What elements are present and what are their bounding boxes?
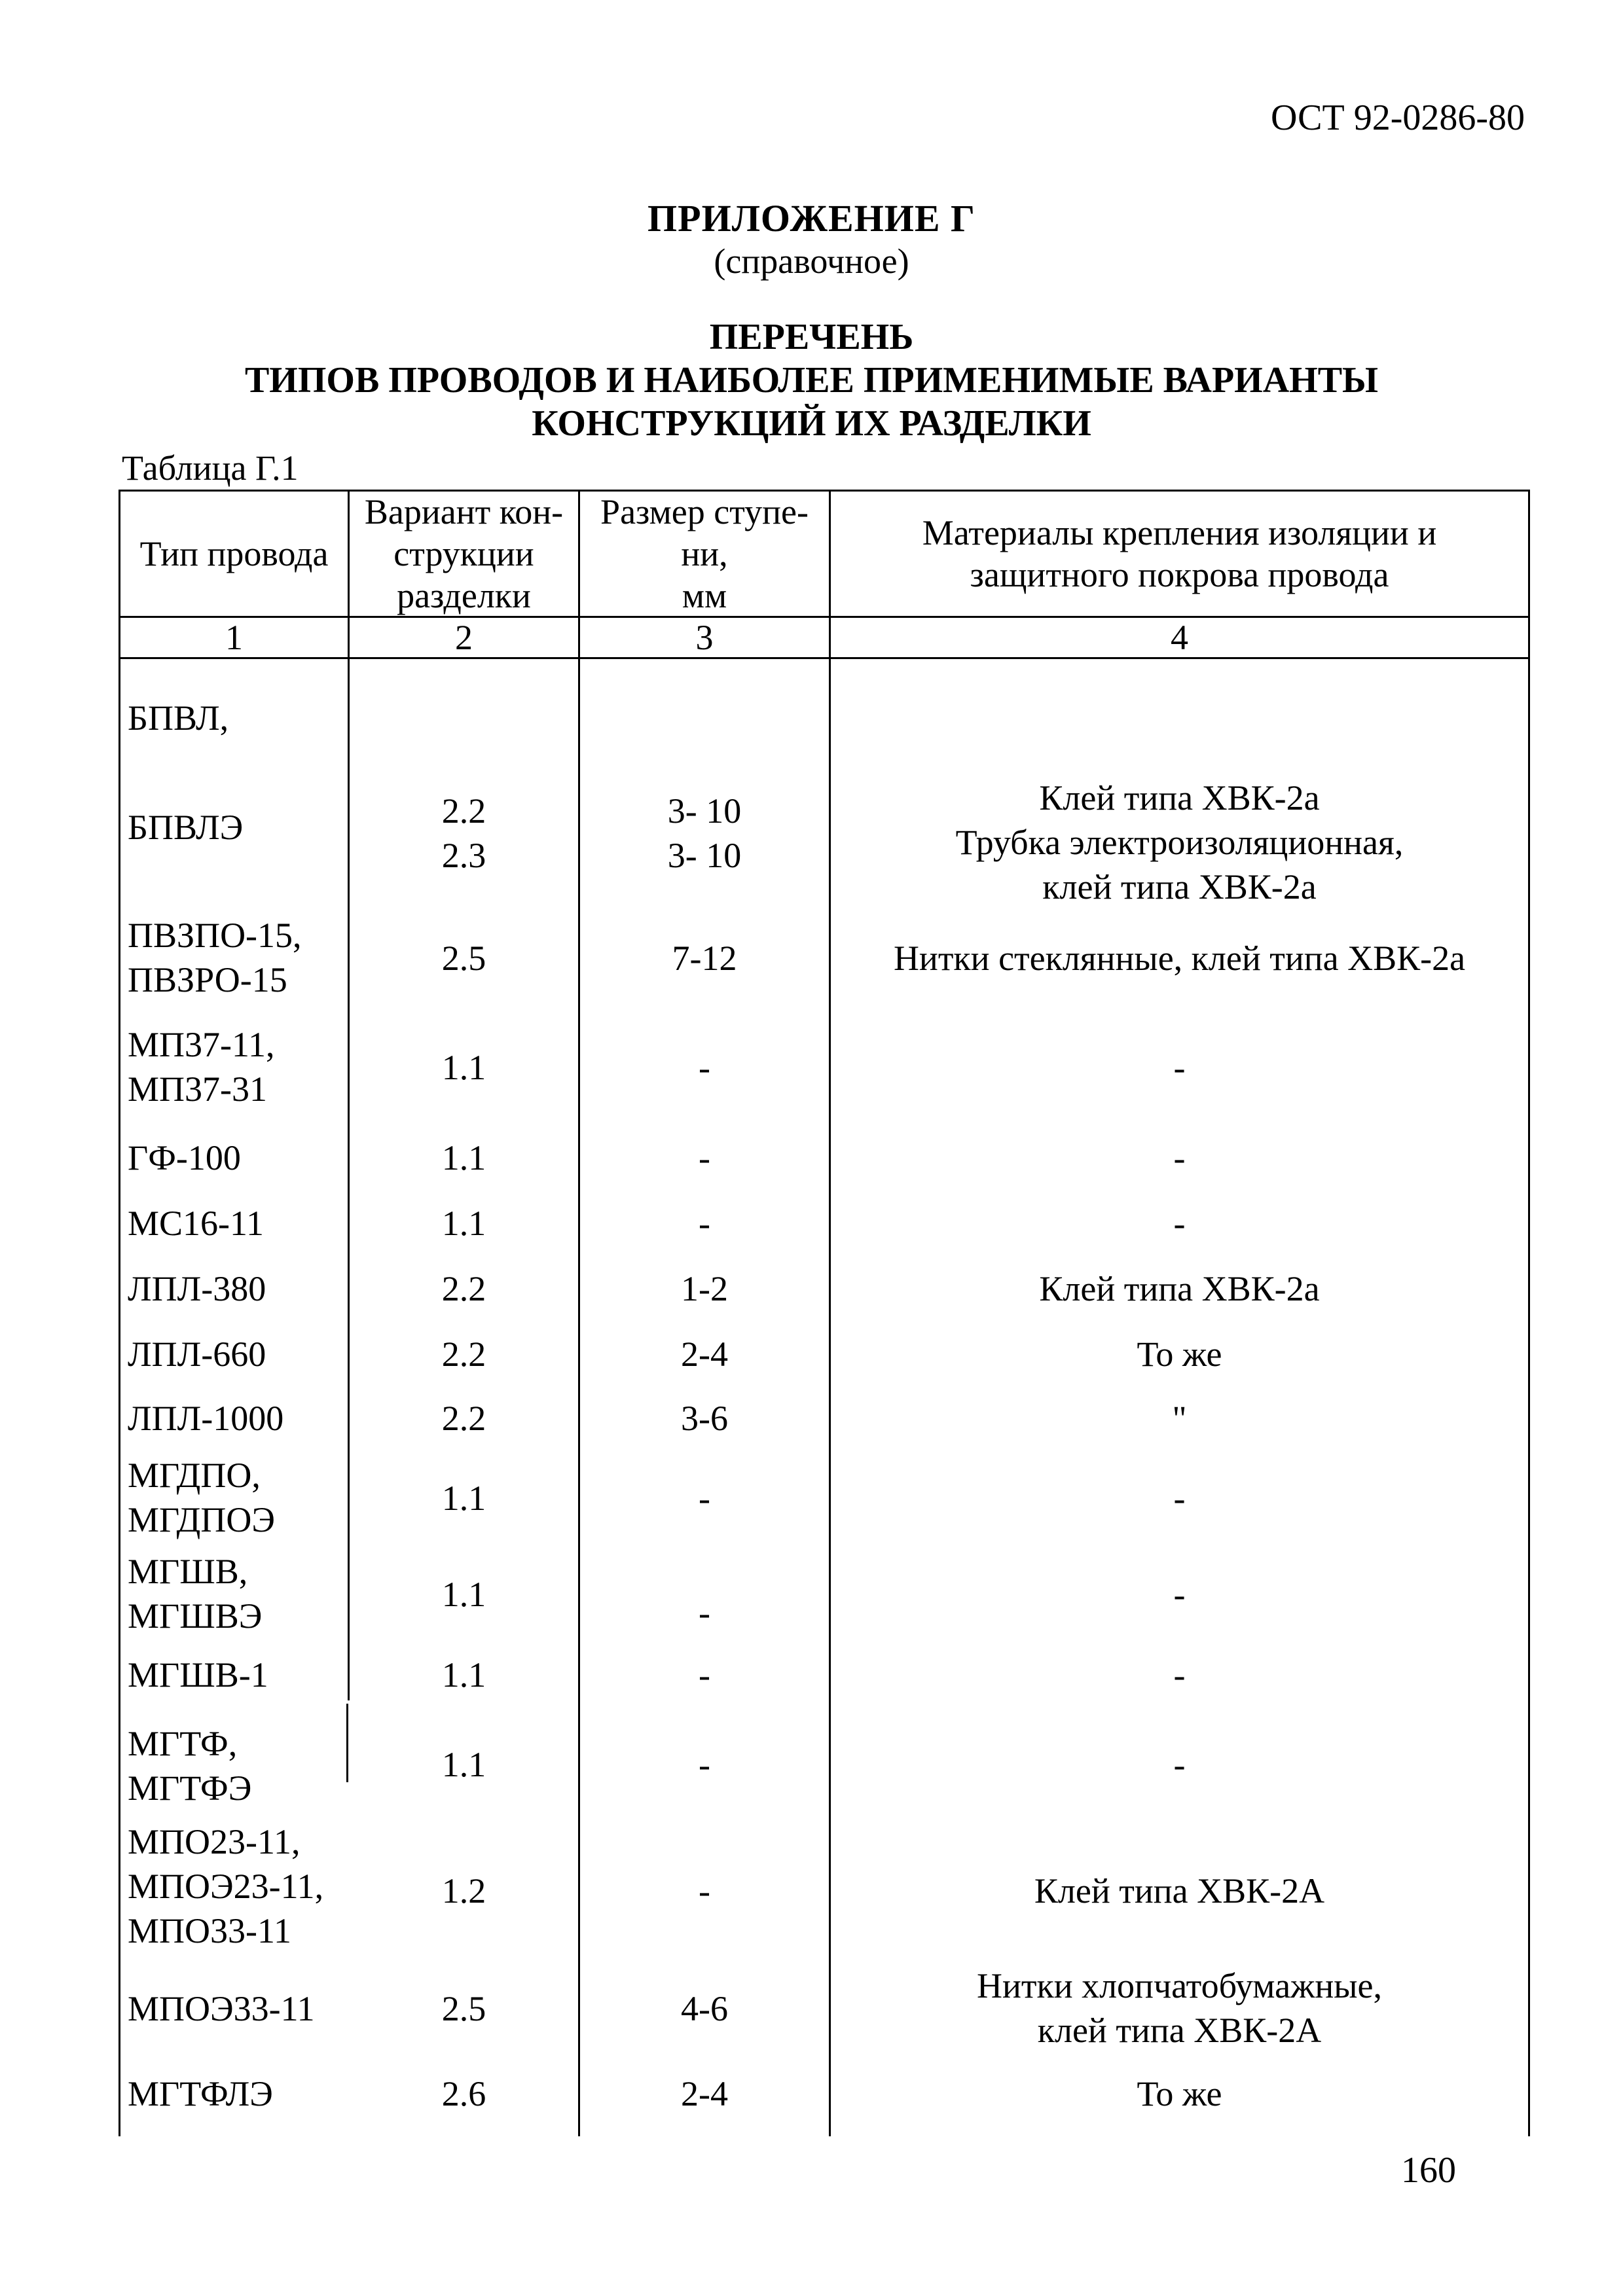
cell-materials: - <box>1173 1048 1186 1087</box>
cell-step: 3- 10 <box>667 836 742 875</box>
cell-type: МГДПО, <box>128 1456 261 1495</box>
cell-type: МП37-31 <box>128 1069 267 1109</box>
cell-variant: 2.2 <box>441 1335 486 1374</box>
numbers-bottom-rule <box>119 657 1530 659</box>
wire-types-table <box>119 490 1530 2136</box>
appendix-title: ПРИЛОЖЕНИЕ Г <box>647 197 976 240</box>
cell-materials: Нитки хлопчатобумажные, <box>976 1966 1383 2005</box>
cell-materials: Трубка электроизоляционная, <box>955 823 1404 862</box>
column-number-2: 2 <box>455 618 473 657</box>
page-number: 160 <box>1401 2150 1456 2191</box>
cell-step: - <box>699 1479 710 1518</box>
cell-materials: То же <box>1137 2074 1222 2113</box>
column-number-4: 4 <box>1171 618 1188 657</box>
header-line: защитного покрова провода <box>970 555 1389 594</box>
list-title-line-2: ТИПОВ ПРОВОДОВ И НАИБОЛЕЕ ПРИМЕНИМЫЕ ВАРИАНТЫ <box>244 360 1379 401</box>
cell-variant: 1.1 <box>441 1655 486 1695</box>
cell-variant: 2.5 <box>441 939 486 978</box>
cell-materials: клей типа ХВК-2а <box>1042 867 1317 906</box>
column-number-3: 3 <box>695 618 714 657</box>
header-line: ни, <box>681 534 728 573</box>
cell-type: БПВЛ, <box>128 698 229 738</box>
cell-type: МГТФЭ <box>128 1768 252 1808</box>
header-line: Тип провода <box>139 534 329 573</box>
cell-variant: 1.1 <box>441 1138 486 1177</box>
cell-variant: 1.1 <box>441 1204 486 1243</box>
header-line: струкции <box>393 534 534 573</box>
cell-type: МГШВ-1 <box>128 1655 268 1695</box>
header-line: мм <box>682 576 727 615</box>
cell-step: 4-6 <box>681 1989 728 2028</box>
cell-materials: То же <box>1137 1335 1222 1374</box>
cell-step: 2-4 <box>681 1335 728 1374</box>
header-line: разделки <box>397 576 531 615</box>
cell-variant: 1.1 <box>441 1479 486 1518</box>
cell-type: МПОЭ23-11, <box>128 1867 324 1906</box>
cell-type: МГШВЭ <box>128 1596 263 1636</box>
cell-materials: Клей типа ХВК-2а <box>1039 778 1320 817</box>
cell-step: - <box>699 1204 710 1243</box>
cell-type: ГФ-100 <box>128 1138 241 1177</box>
cell-type: ПВЗПО-15, <box>128 916 302 955</box>
cell-variant: 2.2 <box>441 1269 486 1308</box>
table-caption: Таблица Г.1 <box>122 448 299 488</box>
cell-variant: 2.6 <box>441 2074 486 2113</box>
header-line: Вариант кон- <box>364 492 564 531</box>
cell-step: 1-2 <box>681 1269 728 1308</box>
cell-materials: - <box>1173 1204 1186 1243</box>
table-left-rule <box>119 490 120 2136</box>
cell-variant: 2.2 <box>441 791 486 831</box>
cell-step: - <box>699 1048 710 1087</box>
cell-type: МС16-11 <box>128 1204 264 1243</box>
cell-step: - <box>699 1655 710 1695</box>
cell-type: МП37-11, <box>128 1025 275 1064</box>
cell-materials: " <box>1172 1399 1187 1438</box>
cell-variant: 2.3 <box>441 836 486 875</box>
cell-step: 2-4 <box>681 2074 728 2113</box>
column-number-1: 1 <box>225 618 243 657</box>
cell-materials: - <box>1173 1655 1186 1695</box>
cell-type: ЛПЛ-380 <box>128 1269 266 1308</box>
cell-step: - <box>699 1138 710 1177</box>
cell-type: МПО33-11 <box>128 1911 291 1950</box>
table-right-rule <box>1528 490 1530 2136</box>
cell-materials: - <box>1173 1479 1186 1518</box>
cell-type: МГТФЛЭ <box>128 2074 273 2113</box>
header-variant <box>350 492 578 616</box>
cell-variant: 1.1 <box>441 1745 486 1784</box>
cell-type: ЛПЛ-1000 <box>128 1399 284 1438</box>
cell-step: 3-6 <box>681 1399 728 1438</box>
cell-materials: клей типа ХВК-2А <box>1037 2011 1322 2050</box>
header-line: Материалы крепления изоляции и <box>922 513 1437 552</box>
header-materials <box>831 492 1528 616</box>
header-step-size <box>580 492 829 616</box>
list-title-line-3: КОНСТРУКЦИЙ ИХ РАЗДЕЛКИ <box>532 403 1091 444</box>
cell-type: БПВЛЭ <box>128 808 244 847</box>
cell-step: - <box>699 1871 710 1910</box>
cell-step: - <box>699 1745 710 1784</box>
header-line: Размер ступе- <box>600 492 809 531</box>
cell-type: МГШВ, <box>128 1552 248 1591</box>
cell-step: 3- 10 <box>667 791 742 831</box>
cell-materials: Клей типа ХВК-2А <box>1034 1871 1325 1910</box>
cell-materials: - <box>1173 1745 1186 1784</box>
cell-materials: - <box>1173 1138 1186 1177</box>
cell-type: ПВЗРО-15 <box>128 960 287 999</box>
cell-materials: Клей типа ХВК-2а <box>1039 1269 1320 1308</box>
cell-type: ЛПЛ-660 <box>128 1335 266 1374</box>
cell-variant: 1.1 <box>441 1048 486 1087</box>
document-code: ОСТ 92-0286-80 <box>1271 98 1525 138</box>
cell-materials: - <box>1173 1575 1186 1614</box>
header-wire-type <box>120 492 348 616</box>
cell-type: МПО23-11, <box>128 1822 301 1861</box>
cell-step: - <box>699 1593 710 1632</box>
cell-type: МГДПОЭ <box>128 1500 275 1539</box>
cell-materials: Нитки стеклянные, клей типа ХВК-2а <box>893 939 1466 978</box>
list-title-line-1: ПЕРЕЧЕНЬ <box>709 317 914 357</box>
cell-step: 7-12 <box>672 939 737 978</box>
appendix-subtitle: (справочное) <box>714 242 909 281</box>
cell-variant: 2.5 <box>441 1989 486 2028</box>
cell-variant: 1.1 <box>441 1575 486 1614</box>
cell-type: МПОЭ33-11 <box>128 1989 315 2028</box>
cell-variant: 2.2 <box>441 1399 486 1438</box>
cell-variant: 1.2 <box>441 1871 486 1910</box>
cell-type: МГТФ, <box>128 1724 238 1763</box>
